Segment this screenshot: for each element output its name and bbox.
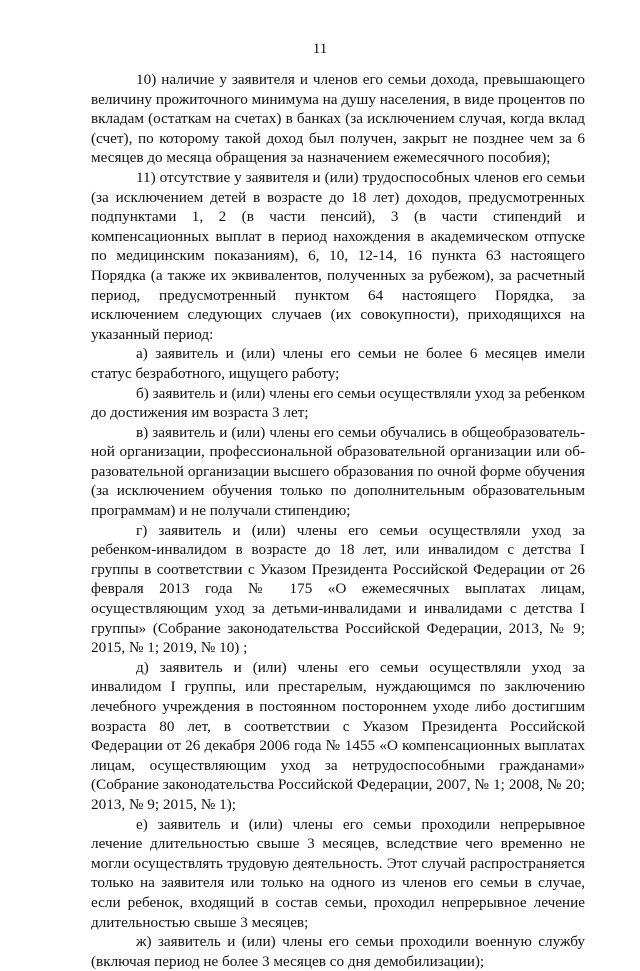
subparagraph-b: б) заявитель и (или) члены его семьи осуществляли уход за ребенком до достижения им возраста 3 лет; xyxy=(91,384,585,422)
subparagraph-v: в) заявитель и (или) члены его семьи обучались в общеобразовательной организации, профессиональной образовательной организации или образовательной организации высшего образования по очной форме обучения (за исключением обучения только по дополнительным образовательным программам) и не получали стипендию; xyxy=(91,423,585,520)
subparagraph-d: д) заявитель и (или) члены его семьи осуществляли уход за инвалидом I группы, или престарелым, нуждающимся по заключению лечебного учреждения в постоянном постороннем уходе либо достигшим возраста 80 лет, в соответствии с Указом Президента Российской Федерации от 26 декабря 2006 года № 1455 «О компенсационных выплатах лицам, осуществляющим уход за нетрудоспособными гражданами» (Собрание законодательства Российской Федерации, 2007, № 1; 2008, № 20; 2013, № 9; 2015, № 1); xyxy=(91,658,585,813)
document-body xyxy=(91,70,585,971)
paragraph-item-11: 11) отсутствие у заявителя и (или) трудоспособных членов его семьи (за исключением детей в возрасте до 18 лет) доходов, предусмотренных подпунктами 1, 2 (в части пенсий), 3 (в части стипендий и компенсационных выплат в период нахождения в академическом отпуске по медицинским показаниям), 6, 10, 12-14, 16 пункта 63 настоящего Порядка (а также их эквивалентов, полученных за рубежом), за расчетный период, предусмотренный пунктом 64 настоящего Порядка, за исключением следующих случаев (их совокупности), приходящихся на указанный период: xyxy=(91,168,585,343)
page-number: 11 xyxy=(312,41,328,57)
subparagraph-a: а) заявитель и (или) члены его семьи не более 6 месяцев имели статус безработного, ищущего работу; xyxy=(91,345,585,382)
subparagraph-zh: ж) заявитель и (или) члены его семьи проходили военную службу (включая период не более 3 месяцев со дня демобилизации); xyxy=(91,933,585,970)
subparagraph-e: е) заявитель и (или) члены его семьи проходили непрерывное лечение длительностью свыше 3 месяцев, вследствие чего временно не могли осуществлять трудовую деятельность. Этот случай распространяется только на заявителя или только на одного из членов его семьи в случае, если ребенок, входящий в состав семьи, проходил непрерывное лечение длительностью свыше 3 месяцев; xyxy=(91,815,585,931)
paragraph-item-10: 10) наличие у заявителя и членов его семьи дохода, превышающего величину прожиточного минимума на душу населения, в виде процентов по вкладам (остаткам на счетах) в банках (за исключением случая, когда вклад (счет), по которому такой доход был получен, закрыт не позднее чем за 6 месяцев до месяца обращения за назначением ежемесячного пособия); xyxy=(91,71,585,167)
subparagraph-g: г) заявитель и (или) члены его семьи осуществляли уход за ребенком-инвалидом в возрасте до 18 лет, или инвалидом с детства I группы в соответствии с Указом Президента Российской Федерации от 26 февраля 2013 года № 175 «О ежемесячных выплатах лицам, осуществляющим уход за детьми-инвалидами и инвалидами с детства I группы» (Собрание законодательства Российской Федерации, 2013, № 9; 2015, № 1; 2019, № 10) ; xyxy=(91,521,585,657)
